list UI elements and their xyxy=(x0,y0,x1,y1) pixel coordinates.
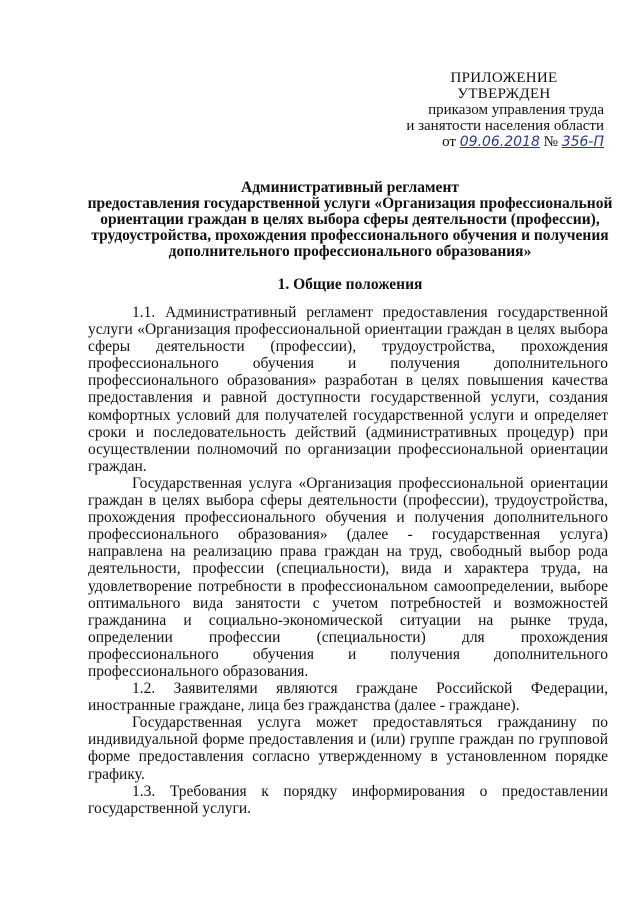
document-body xyxy=(88,304,608,817)
approved-title: УТВЕРЖДЕН xyxy=(457,86,551,102)
date-prefix: от xyxy=(442,134,456,150)
order-issuer-line-2: и занятости населения области xyxy=(406,118,604,134)
order-date-number-line xyxy=(374,134,604,150)
document-title xyxy=(70,180,630,260)
paragraph: 1.3. Требования к порядку информирования о предоставлении государственной услуги. xyxy=(88,782,608,817)
order-date: 09.06.2018 xyxy=(459,134,540,150)
paragraph: Государственная услуга «Организация профессиональной ориентации граждан в целях выбора сферы деятельности (профессии), трудоустройства, прохождения профессионального обучения и получения дополнительного профессионального образования» (далее - государственная услуга) направлена на реализацию права граждан на труд, свободный выбор рода деятельности, профессии (специальности), вида и характера труда, на удовлетворение потребности в профессиональном самоопределении, выборе оптимального вида занятости с учетом потребностей и возможностей гражданина и социально-экономической ситуации на рынке труда, определении профессии (специальности) для прохождения профессионального обучения и получения дополнительного профессионального образования. xyxy=(88,474,608,680)
approval-stamp-block xyxy=(374,70,604,150)
paragraph: 1.1. Административный регламент предоставления государственной услуги «Организация профессиональной ориентации граждан в целях выбора сферы деятельности (профессии), трудоустройства, прохождения профессионального обучения и получения дополнительного профессионального образования» разработан в целях повышения качества предоставления и равной доступности государственной услуги, создания комфортных условий для получателей государственной услуги и определяет сроки и последовательность действий (административных процедур) при осуществлении полномочий по организации профессиональной ориентации граждан. xyxy=(88,304,608,475)
paragraph: Государственная услуга может предоставляться гражданину по индивидуальной форме предоставления и (или) группе граждан по групповой форме предоставления согласно утвержденному в установленном порядке графику. xyxy=(88,714,608,783)
section-heading: 1. Общие положения xyxy=(277,276,423,293)
order-number: 356-П xyxy=(561,134,604,150)
paragraph: 1.2. Заявителями являются граждане Российской Федерации, иностранные граждане, лица без гражданства (далее - граждане). xyxy=(88,680,608,715)
order-issuer-line-1: приказом управления труда xyxy=(428,102,604,118)
appendix-title: ПРИЛОЖЕНИЕ xyxy=(450,70,558,86)
number-prefix: № xyxy=(543,134,558,150)
document-title-text: Административный регламент предоставления государственной услуги «Организация профессиональной ориентации граждан в целях выбора сферы деятельности (профессии), трудоустройства, прохождения профессионального обучения и получения дополнительного профессионального образования» xyxy=(87,179,613,260)
